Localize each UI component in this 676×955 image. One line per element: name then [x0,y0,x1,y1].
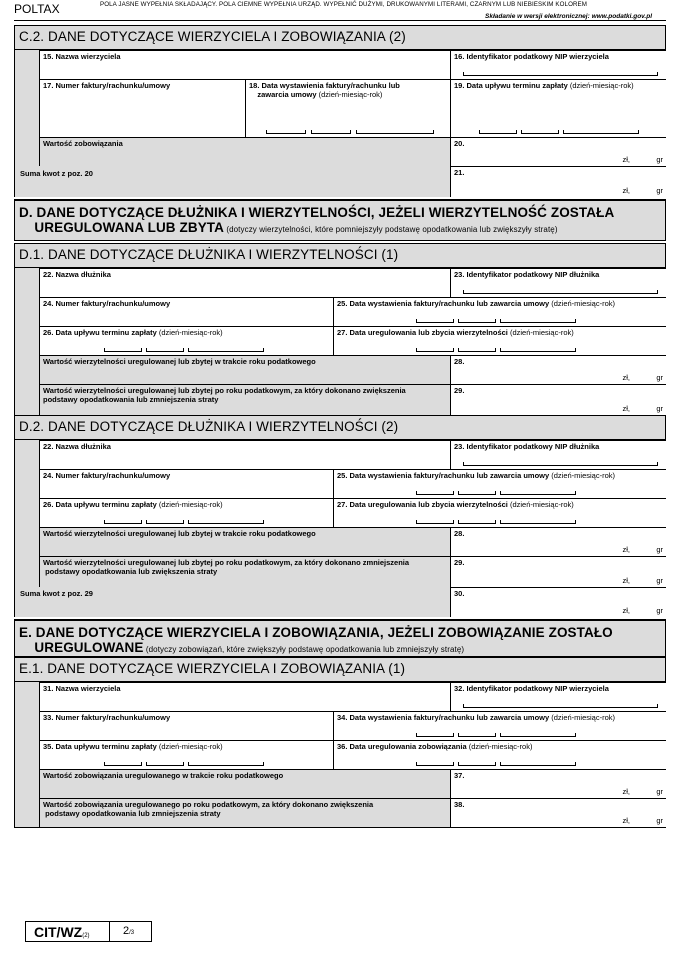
field-23[interactable]: 23. Identyfikator podatkowy NIP dłużnika [450,268,666,297]
electronic-link[interactable]: Składanie w wersji elektronicznej: www.podatki.gov.pl [485,13,652,20]
instructions: POLA JASNE WYPEŁNIA SKŁADAJĄCY. POLA CIEMNE WYPEŁNIA URZĄD. WYPEŁNIĆ DUŻYMI, DRUKOWANYMI LITERAMI, CZARNYM LUB NIEBIESKIM KOLOREM [100,1,588,8]
field-26[interactable]: 26. Data upływu terminu zapłaty (dzień-miesiąc-rok) [39,326,333,355]
value-label-38: Wartość zobowiązania uregulowanego po roku podatkowym, za który dokonano zwiększenia podstawy opodatkowania lub zmniejszenia straty [39,798,450,827]
value-label-28: Wartość wierzytelności uregulowanej lub zbytej w trakcie roku podatkowego [39,527,450,556]
section-e-header: E. DANE DOTYCZĄCE WIERZYCIELA I ZOBOWIĄZANIA, JEŻELI ZOBOWIĄZANIE ZOSTAŁO UREGULOWANE (dotyczy zobowiązań, które zwiększyły podstawę opodatkowania lub zmniejszyły stratę) [14,619,666,657]
field-31[interactable]: 31. Nazwa wierzyciela [39,682,450,711]
form-footer [25,921,152,942]
section-d-header: D. DANE DOTYCZĄCE DŁUŻNIKA I WIERZYTELNOŚCI, JEŻELI WIERZYTELNOŚĆ ZOSTAŁA UREGULOWANA LUB ZBYTA (dotyczy wierzytelności, które pomniejszyły podstawę opodatkowania lub zwiększyły stratę) [14,199,666,241]
field-20[interactable]: 20. zł, gr [450,137,666,166]
value-label-37: Wartość zobowiązania uregulowanego w trakcie roku podatkowego [39,769,450,798]
field-17[interactable]: 17. Numer faktury/rachunku/umowy [39,79,245,137]
form-code: CIT/WZ(2) [34,924,90,940]
field-28[interactable]: 28. zł, gr [450,527,666,556]
field-25[interactable]: 25. Data wystawienia faktury/rachunku lub zawarcia umowy (dzień-miesiąc-rok) [333,469,666,498]
field-29[interactable]: 29. zł, gr [450,384,666,415]
section-d1 [14,268,666,415]
section-e1-header: E.1. DANE DOTYCZĄCE WIERZYCIELA I ZOBOWIĄZANIA (1) [14,657,666,682]
field-27[interactable]: 27. Data uregulowania lub zbycia wierzytelności (dzień-miesiąc-rok) [333,326,666,355]
value-label-c2: Wartość zobowiązania [39,137,450,166]
field-27[interactable]: 27. Data uregulowania lub zbycia wierzytelności (dzień-miesiąc-rok) [333,498,666,527]
section-e1 [14,682,666,828]
field-18[interactable]: 18. Data wystawienia faktury/rachunku lub zawarcia umowy (dzień-miesiąc-rok) [245,79,450,137]
field-34[interactable]: 34. Data wystawienia faktury/rachunku lub zawarcia umowy (dzień-miesiąc-rok) [333,711,666,740]
field-15[interactable]: 15. Nazwa wierzyciela [39,50,450,79]
field-23[interactable]: 23. Identyfikator podatkowy NIP dłużnika [450,440,666,469]
section-c2-header [14,25,666,50]
field-37[interactable]: 37. zł, gr [450,769,666,798]
field-26[interactable]: 26. Data upływu terminu zapłaty (dzień-miesiąc-rok) [39,498,333,527]
value-label-29: Wartość wierzytelności uregulowanej lub zbytej po roku podatkowym, za który dokonano zwiększenia podstawy opodatkowania lub zmniejszenia straty [39,384,450,415]
field-22[interactable]: 22. Nazwa dłużnika [39,268,450,297]
field-19[interactable]: 19. Data upływu terminu zapłaty (dzień-miesiąc-rok) [450,79,666,137]
sum-label-29: Suma kwot z poz. 29 [20,589,93,598]
field-22[interactable]: 22. Nazwa dłużnika [39,440,450,469]
field-28[interactable]: 28. zł, gr [450,355,666,384]
section-d2 [14,440,666,617]
field-36[interactable]: 36. Data uregulowania zobowiązania (dzień-miesiąc-rok) [333,740,666,769]
brand: POLTAX [14,2,60,16]
value-label-29: Wartość wierzytelności uregulowanej lub zbytej po roku podatkowym, za który dokonano zmniejszenia podstawy opodatkowania lub zwiększenia straty [39,556,450,587]
top-rule [14,20,666,21]
field-38[interactable]: 38. zł, gr [450,798,666,827]
section-d1-header: D.1. DANE DOTYCZĄCE DŁUŻNIKA I WIERZYTELNOŚCI (1) [14,243,666,268]
field-25[interactable]: 25. Data wystawienia faktury/rachunku lub zawarcia umowy (dzień-miesiąc-rok) [333,297,666,326]
field-33[interactable]: 33. Numer faktury/rachunku/umowy [39,711,333,740]
field-21[interactable]: 21. zł, gr [450,166,666,197]
section-title: C.2. DANE DOTYCZĄCE WIERZYCIELA I ZOBOWIĄZANIA (2) [19,29,406,44]
field-24[interactable]: 24. Numer faktury/rachunku/umowy [39,469,333,498]
field-32[interactable]: 32. Identyfikator podatkowy NIP wierzyciela [450,682,666,711]
sum-label-20: Suma kwot z poz. 20 [20,169,93,178]
field-35[interactable]: 35. Data upływu terminu zapłaty (dzień-miesiąc-rok) [39,740,333,769]
page-number: 2/3 [123,925,135,937]
field-30[interactable]: 30. zł, gr [450,587,666,617]
section-d2-header: D.2. DANE DOTYCZĄCE DŁUŻNIKA I WIERZYTELNOŚCI (2) [14,415,666,440]
section-c2 [14,50,666,197]
field-29[interactable]: 29. zł, gr [450,556,666,587]
field-16[interactable]: 16. Identyfikator podatkowy NIP wierzyciela [450,50,666,79]
value-label-28: Wartość wierzytelności uregulowanej lub zbytej w trakcie roku podatkowego [39,355,450,384]
field-24[interactable]: 24. Numer faktury/rachunku/umowy [39,297,333,326]
